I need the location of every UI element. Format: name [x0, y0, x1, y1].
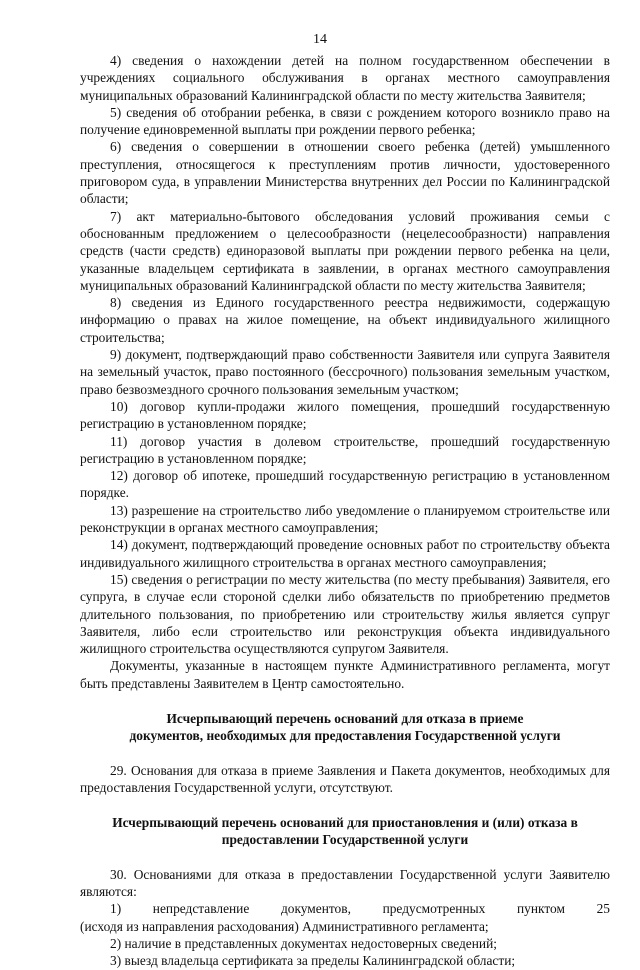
- word: непредставление: [152, 901, 250, 917]
- word: документов,: [280, 901, 351, 917]
- paragraph: 8) сведения из Единого государственного реестра недвижимости, содержащую информацию о правах на жилое помещение, на объект индивидуального жилищного строительства;: [80, 295, 610, 345]
- word: пунктом: [516, 901, 565, 917]
- paragraph: 12) договор об ипотеке, прошедший государственную регистрацию в установленном порядке.: [80, 468, 610, 501]
- paragraph: 6) сведения о совершении в отношении своего ребенка (детей) умышленного преступления, относящегося к преступлениям против личности, удостоверенного приговором суда, в управлении Министерства внутренних дел России по Калининградской области;: [80, 139, 610, 207]
- paragraph: 30. Основаниями для отказа в предоставлении Государственной услуги Заявителю являются:: [80, 866, 610, 900]
- word: 25: [596, 901, 610, 917]
- paragraph: 4) сведения о нахождении детей на полном государственном обеспечении в учреждениях социального обслуживания в органах местного самоуправления муниципальных образований Калининградской области по месту жительства Заявителя;: [80, 53, 610, 103]
- paragraph: 10) договор купли-продажи жилого помещения, прошедший государственную регистрацию в установленном порядке;: [80, 398, 610, 432]
- paragraph: 11) договор участия в долевом строительстве, прошедший государственную регистрацию в установленном порядке;: [80, 433, 610, 466]
- list-item-first-line: [80, 900, 610, 917]
- heading-line: Исчерпывающий перечень оснований для отказа в приеме: [166, 710, 524, 726]
- heading-line: предоставлении Государственной услуги: [221, 832, 469, 848]
- paragraph: 9) документ, подтверждающий право собственности Заявителя или супруга Заявителя на земельный участок, право постоянного (бессрочного) пользования земельным участком, право безвозмездного срочного пользования земельным участком;: [80, 347, 610, 397]
- paragraph: 5) сведения об отобрании ребенка, в связи с рождением которого возникло право на получение единовременной выплаты при рождении первого ребенка;: [80, 104, 610, 138]
- page-number: 14: [313, 32, 327, 47]
- word: предусмотренных: [382, 901, 486, 917]
- paragraph: 15) сведения о регистрации по месту жительства (по месту пребывания) Заявителя, его супруга, в случае если стороной сделки либо обязательств по приобретению предметов длительного пользования, по приобретению или строительству жилья является супруг Заявителя, либо если строительство или реконструкция объекта индивидуального жилищного строительства осуществляются супругом Заявителя.: [80, 571, 610, 657]
- paragraph: Документы, указанные в настоящем пункте Административного регламента, могут быть представлены Заявителем в Центр самостоятельно.: [80, 658, 610, 691]
- word: 1): [110, 901, 122, 917]
- document-body: [80, 52, 610, 970]
- list-item: 2) наличие в представленных документах недостоверных сведений;: [110, 935, 497, 951]
- heading-line: документов, необходимых для предоставления Государственной услуги: [129, 728, 561, 744]
- heading-line: Исчерпывающий перечень оснований для приостановления и (или) отказа в: [112, 815, 578, 831]
- paragraph: 7) акт материально-бытового обследования условий проживания семьи с обоснованным предложением о целесообразности (нецелесообразности) направления средств (части средств) единоразовой выплаты при рождении первого ребенка на цели, указанные владельцем сертификата в заявлении, в органах местного самоуправления муниципальных образований Калининградской области по месту жительства Заявителя;: [80, 208, 610, 293]
- paragraph: 13) разрешение на строительство либо уведомление о планируемом строительстве или реконструкции в органах местного самоуправления;: [80, 502, 610, 536]
- list-item: 3) выезд владельца сертификата за пределы Калининградской области;: [110, 953, 516, 969]
- paragraph: 29. Основания для отказа в приеме Заявления и Пакета документов, необходимых для предоставления Государственной услуги, отсутствуют.: [80, 762, 610, 795]
- paragraph: 14) документ, подтверждающий проведение основных работ по строительству объекта индивидуального жилищного строительства в органах местного самоуправления;: [80, 537, 610, 570]
- section-heading: [80, 710, 610, 745]
- section-heading: [80, 814, 610, 849]
- list-item-continuation: (исходя из направления расходования) Административного регламента;: [80, 918, 489, 934]
